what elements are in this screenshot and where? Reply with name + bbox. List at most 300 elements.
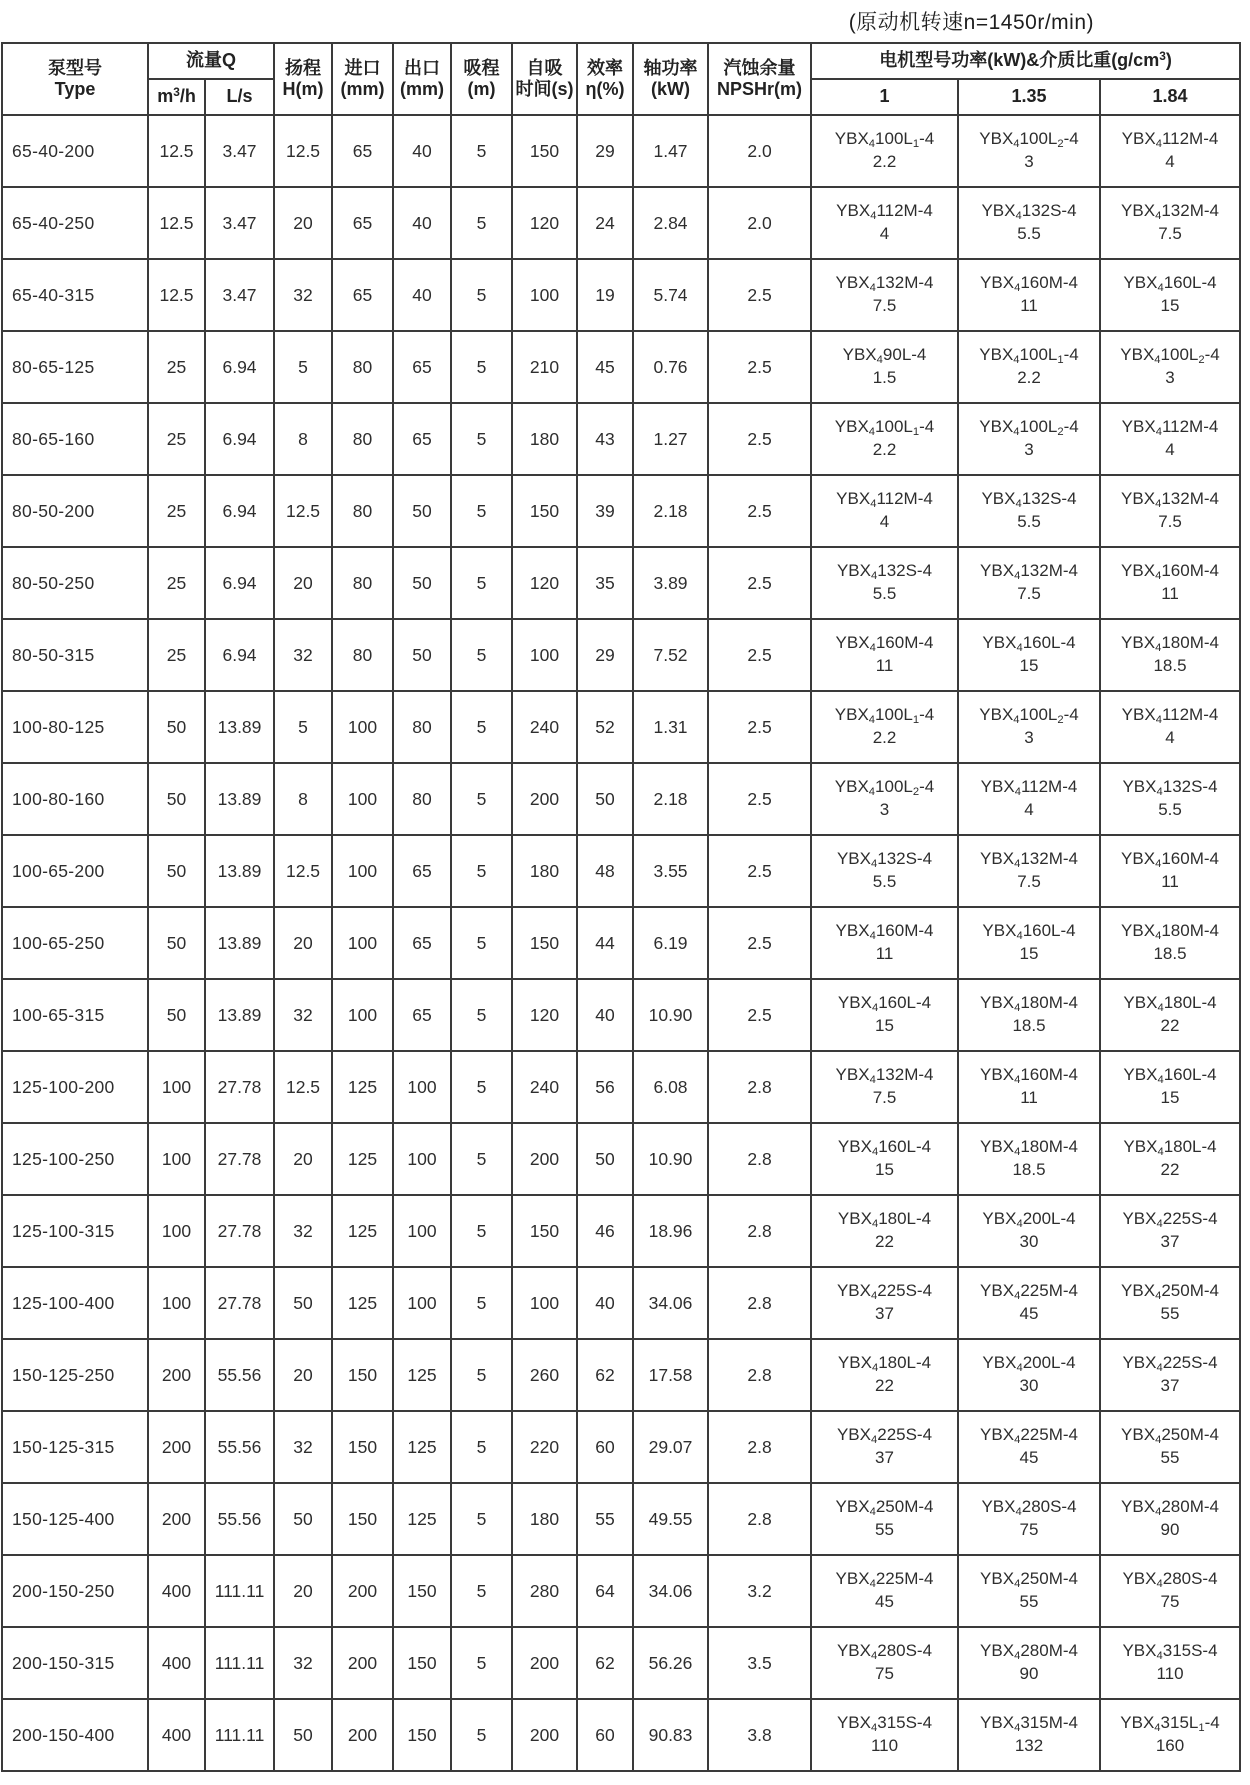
inlet-cell: 200 bbox=[332, 1627, 393, 1699]
self-priming-time-cell: 100 bbox=[512, 259, 577, 331]
flow-m3h-cell: 400 bbox=[148, 1627, 205, 1699]
outlet-cell: 100 bbox=[393, 1267, 451, 1339]
col-pump-type-zh: 泵型号 bbox=[48, 57, 102, 78]
motor-model-cell: $YBX_4132M-4$ 7.5 bbox=[1100, 187, 1240, 259]
pump-type-cell: 125-100-200 bbox=[2, 1051, 148, 1123]
suction-cell: 5 bbox=[451, 1195, 512, 1267]
outlet-cell: 65 bbox=[393, 835, 451, 907]
npshr-cell: 2.0 bbox=[708, 115, 811, 187]
inlet-cell: 125 bbox=[332, 1123, 393, 1195]
self-priming-time-cell: 260 bbox=[512, 1339, 577, 1411]
col-efficiency bbox=[577, 43, 633, 115]
pump-type-cell: 80-65-125 bbox=[2, 331, 148, 403]
col-inlet bbox=[332, 43, 393, 115]
col-self-priming-time bbox=[512, 43, 577, 115]
motor-model-cell: $YBX_4112M-4$ 4 bbox=[811, 475, 958, 547]
flow-ls-cell: 55.56 bbox=[205, 1411, 274, 1483]
head-cell: 50 bbox=[274, 1699, 332, 1771]
table-row bbox=[2, 1051, 1240, 1123]
outlet-cell: 65 bbox=[393, 907, 451, 979]
flow-m3h-cell: 100 bbox=[148, 1051, 205, 1123]
head-cell: 20 bbox=[274, 547, 332, 619]
motor-model-cell: $YBX_4112M-4$ 4 bbox=[1100, 691, 1240, 763]
shaft-power-cell: 6.19 bbox=[633, 907, 708, 979]
head-cell: 12.5 bbox=[274, 1051, 332, 1123]
inlet-cell: 80 bbox=[332, 619, 393, 691]
motor-model-cell: $YBX_4132S-4$ 5.5 bbox=[958, 187, 1100, 259]
motor-model-cell: $YBX_4315L_1-4$ 160 bbox=[1100, 1699, 1240, 1771]
motor-model-cell: $YBX_4280S-4$ 75 bbox=[958, 1483, 1100, 1555]
table-row bbox=[2, 1123, 1240, 1195]
suction-cell: 5 bbox=[451, 619, 512, 691]
self-priming-time-cell: 240 bbox=[512, 691, 577, 763]
inlet-cell: 100 bbox=[332, 835, 393, 907]
suction-cell: 5 bbox=[451, 691, 512, 763]
flow-ls-cell: 111.11 bbox=[205, 1627, 274, 1699]
motor-model-cell: $YBX_4100L_2-4$ 3 bbox=[958, 115, 1100, 187]
shaft-power-cell: 18.96 bbox=[633, 1195, 708, 1267]
motor-model-cell: $YBX_4180M-4$ 18.5 bbox=[1100, 907, 1240, 979]
efficiency-cell: 60 bbox=[577, 1699, 633, 1771]
col-self-priming-unit: 时间(s) bbox=[515, 79, 574, 99]
outlet-cell: 150 bbox=[393, 1699, 451, 1771]
col-efficiency-zh: 效率 bbox=[587, 57, 624, 78]
self-priming-time-cell: 210 bbox=[512, 331, 577, 403]
col-outlet-zh: 出口 bbox=[404, 57, 441, 78]
npshr-cell: 2.5 bbox=[708, 403, 811, 475]
motor-model-cell: $YBX_4132S-4$ 5.5 bbox=[1100, 763, 1240, 835]
head-cell: 5 bbox=[274, 331, 332, 403]
self-priming-time-cell: 180 bbox=[512, 1483, 577, 1555]
efficiency-cell: 62 bbox=[577, 1339, 633, 1411]
efficiency-cell: 56 bbox=[577, 1051, 633, 1123]
motor-model-cell: $YBX_4250M-4$ 55 bbox=[1100, 1411, 1240, 1483]
inlet-cell: 80 bbox=[332, 547, 393, 619]
motor-model-cell: $YBX_4132S-4$ 5.5 bbox=[811, 835, 958, 907]
col-npshr bbox=[708, 43, 811, 115]
suction-cell: 5 bbox=[451, 979, 512, 1051]
flow-ls-cell: 27.78 bbox=[205, 1051, 274, 1123]
self-priming-time-cell: 180 bbox=[512, 835, 577, 907]
pump-type-cell: 80-65-160 bbox=[2, 403, 148, 475]
flow-m3h-cell: 200 bbox=[148, 1339, 205, 1411]
flow-ls-cell: 6.94 bbox=[205, 475, 274, 547]
pump-type-cell: 200-150-315 bbox=[2, 1627, 148, 1699]
flow-ls-cell: 111.11 bbox=[205, 1555, 274, 1627]
col-flow: 流量Q bbox=[148, 43, 274, 79]
motor-model-cell: $YBX_4250M-4$ 55 bbox=[811, 1483, 958, 1555]
table-row bbox=[2, 1555, 1240, 1627]
npshr-cell: 2.5 bbox=[708, 691, 811, 763]
self-priming-time-cell: 200 bbox=[512, 1123, 577, 1195]
suction-cell: 5 bbox=[451, 1699, 512, 1771]
table-row bbox=[2, 763, 1240, 835]
efficiency-cell: 19 bbox=[577, 259, 633, 331]
table-row bbox=[2, 1267, 1240, 1339]
table-row bbox=[2, 187, 1240, 259]
table-row bbox=[2, 979, 1240, 1051]
efficiency-cell: 64 bbox=[577, 1555, 633, 1627]
motor-model-cell: $YBX_4132M-4$ 7.5 bbox=[1100, 475, 1240, 547]
suction-cell: 5 bbox=[451, 763, 512, 835]
motor-model-cell: $YBX_4112M-4$ 4 bbox=[958, 763, 1100, 835]
outlet-cell: 50 bbox=[393, 619, 451, 691]
self-priming-time-cell: 220 bbox=[512, 1411, 577, 1483]
col-flow-m3h: $m^3/h$ bbox=[148, 79, 205, 115]
suction-cell: 5 bbox=[451, 1051, 512, 1123]
shaft-power-cell: 49.55 bbox=[633, 1483, 708, 1555]
motor-model-cell: $YBX_4225S-4$ 37 bbox=[811, 1267, 958, 1339]
motor-model-cell: $YBX_4112M-4$ 4 bbox=[1100, 115, 1240, 187]
inlet-cell: 100 bbox=[332, 763, 393, 835]
table-row bbox=[2, 1627, 1240, 1699]
npshr-cell: 2.8 bbox=[708, 1051, 811, 1123]
flow-ls-cell: 13.89 bbox=[205, 979, 274, 1051]
inlet-cell: 80 bbox=[332, 475, 393, 547]
flow-ls-cell: 27.78 bbox=[205, 1267, 274, 1339]
self-priming-time-cell: 150 bbox=[512, 907, 577, 979]
motor-model-cell: $YBX_4160M-4$ 11 bbox=[958, 1051, 1100, 1123]
flow-m3h-cell: 200 bbox=[148, 1411, 205, 1483]
npshr-cell: 2.5 bbox=[708, 259, 811, 331]
efficiency-cell: 40 bbox=[577, 979, 633, 1051]
motor-model-cell: $YBX_4180L-4$ 22 bbox=[811, 1195, 958, 1267]
self-priming-time-cell: 120 bbox=[512, 187, 577, 259]
suction-cell: 5 bbox=[451, 115, 512, 187]
outlet-cell: 150 bbox=[393, 1555, 451, 1627]
efficiency-cell: 60 bbox=[577, 1411, 633, 1483]
shaft-power-cell: 3.89 bbox=[633, 547, 708, 619]
motor-model-cell: $YBX_4100L_1-4$ 2.2 bbox=[958, 331, 1100, 403]
flow-ls-cell: 3.47 bbox=[205, 187, 274, 259]
flow-m3h-cell: 50 bbox=[148, 763, 205, 835]
col-inlet-zh: 进口 bbox=[344, 57, 381, 78]
table-row bbox=[2, 1699, 1240, 1771]
col-density-1-35: 1.35 bbox=[958, 79, 1100, 115]
npshr-cell: 2.8 bbox=[708, 1267, 811, 1339]
suction-cell: 5 bbox=[451, 187, 512, 259]
flow-m3h-cell: 25 bbox=[148, 403, 205, 475]
flow-ls-cell: 13.89 bbox=[205, 835, 274, 907]
npshr-cell: 2.0 bbox=[708, 187, 811, 259]
inlet-cell: 80 bbox=[332, 331, 393, 403]
motor-model-cell: $YBX_4280M-4$ 90 bbox=[958, 1627, 1100, 1699]
motor-model-cell: $YBX_4180L-4$ 22 bbox=[811, 1339, 958, 1411]
head-cell: 32 bbox=[274, 619, 332, 691]
inlet-cell: 100 bbox=[332, 907, 393, 979]
col-suction bbox=[451, 43, 512, 115]
motor-model-cell: $YBX_4160L-4$ 15 bbox=[1100, 259, 1240, 331]
table-body bbox=[2, 115, 1240, 1771]
pump-type-cell: 125-100-400 bbox=[2, 1267, 148, 1339]
flow-m3h-cell: 12.5 bbox=[148, 115, 205, 187]
head-cell: 32 bbox=[274, 1195, 332, 1267]
col-outlet bbox=[393, 43, 451, 115]
flow-m3h-cell: 50 bbox=[148, 979, 205, 1051]
col-pump-type-en: Type bbox=[54, 79, 96, 99]
motor-model-cell: $YBX_4160L-4$ 15 bbox=[958, 619, 1100, 691]
flow-ls-cell: 6.94 bbox=[205, 403, 274, 475]
motor-model-cell: $YBX_4225S-4$ 37 bbox=[1100, 1339, 1240, 1411]
flow-m3h-cell: 25 bbox=[148, 619, 205, 691]
suction-cell: 5 bbox=[451, 1627, 512, 1699]
col-density-1-84: 1.84 bbox=[1100, 79, 1240, 115]
table-row bbox=[2, 1195, 1240, 1267]
flow-m3h-cell: 100 bbox=[148, 1267, 205, 1339]
efficiency-cell: 52 bbox=[577, 691, 633, 763]
motor-model-cell: $YBX_4225M-4$ 45 bbox=[958, 1411, 1100, 1483]
col-flow-ls: L/s bbox=[205, 79, 274, 115]
suction-cell: 5 bbox=[451, 907, 512, 979]
flow-ls-cell: 6.94 bbox=[205, 547, 274, 619]
outlet-cell: 100 bbox=[393, 1123, 451, 1195]
table-row bbox=[2, 691, 1240, 763]
flow-ls-cell: 6.94 bbox=[205, 331, 274, 403]
outlet-cell: 125 bbox=[393, 1339, 451, 1411]
motor-model-cell: $YBX_4100L_2-4$ 3 bbox=[958, 691, 1100, 763]
flow-ls-cell: 55.56 bbox=[205, 1483, 274, 1555]
npshr-cell: 3.2 bbox=[708, 1555, 811, 1627]
motor-model-cell: $YBX_4160M-4$ 11 bbox=[1100, 547, 1240, 619]
head-cell: 20 bbox=[274, 187, 332, 259]
npshr-cell: 2.8 bbox=[708, 1411, 811, 1483]
motor-model-cell: $YBX_4132M-4$ 7.5 bbox=[958, 547, 1100, 619]
npshr-cell: 2.5 bbox=[708, 763, 811, 835]
col-self-priming-zh: 自吸 bbox=[526, 57, 563, 78]
motor-model-cell: $YBX_4315S-4$ 110 bbox=[811, 1699, 958, 1771]
flow-m3h-cell: 200 bbox=[148, 1483, 205, 1555]
col-shaft-power bbox=[633, 43, 708, 115]
pump-type-cell: 150-125-315 bbox=[2, 1411, 148, 1483]
flow-m3h-cell: 400 bbox=[148, 1555, 205, 1627]
self-priming-time-cell: 180 bbox=[512, 403, 577, 475]
pump-spec-table bbox=[1, 42, 1241, 1772]
flow-ls-cell: 3.47 bbox=[205, 259, 274, 331]
shaft-power-cell: 90.83 bbox=[633, 1699, 708, 1771]
motor-model-cell: $YBX_4100L_2-4$ 3 bbox=[958, 403, 1100, 475]
npshr-cell: 2.8 bbox=[708, 1339, 811, 1411]
motor-model-cell: $YBX_4100L_2-4$ 3 bbox=[811, 763, 958, 835]
head-cell: 12.5 bbox=[274, 115, 332, 187]
motor-model-cell: $YBX_4225M-4$ 45 bbox=[811, 1555, 958, 1627]
inlet-cell: 150 bbox=[332, 1339, 393, 1411]
shaft-power-cell: 1.47 bbox=[633, 115, 708, 187]
outlet-cell: 100 bbox=[393, 1051, 451, 1123]
npshr-cell: 2.8 bbox=[708, 1195, 811, 1267]
flow-ls-cell: 55.56 bbox=[205, 1339, 274, 1411]
inlet-cell: 150 bbox=[332, 1483, 393, 1555]
flow-m3h-cell: 100 bbox=[148, 1123, 205, 1195]
flow-m3h-cell: 12.5 bbox=[148, 187, 205, 259]
self-priming-time-cell: 280 bbox=[512, 1555, 577, 1627]
flow-m3h-cell: 400 bbox=[148, 1699, 205, 1771]
head-cell: 32 bbox=[274, 979, 332, 1051]
pump-type-cell: 100-80-160 bbox=[2, 763, 148, 835]
motor-model-cell: $YBX_4280S-4$ 75 bbox=[811, 1627, 958, 1699]
table-row bbox=[2, 475, 1240, 547]
self-priming-time-cell: 120 bbox=[512, 979, 577, 1051]
efficiency-cell: 35 bbox=[577, 547, 633, 619]
shaft-power-cell: 7.52 bbox=[633, 619, 708, 691]
motor-model-cell: $YBX_4160L-4$ 15 bbox=[1100, 1051, 1240, 1123]
head-cell: 32 bbox=[274, 259, 332, 331]
outlet-cell: 50 bbox=[393, 475, 451, 547]
shaft-power-cell: 2.18 bbox=[633, 763, 708, 835]
outlet-cell: 40 bbox=[393, 115, 451, 187]
efficiency-cell: 62 bbox=[577, 1627, 633, 1699]
self-priming-time-cell: 240 bbox=[512, 1051, 577, 1123]
shaft-power-cell: 34.06 bbox=[633, 1555, 708, 1627]
col-shaft-power-zh: 轴功率 bbox=[643, 57, 698, 78]
shaft-power-cell: 17.58 bbox=[633, 1339, 708, 1411]
head-cell: 32 bbox=[274, 1411, 332, 1483]
motor-model-cell: $YBX_4315S-4$ 110 bbox=[1100, 1627, 1240, 1699]
pump-type-cell: 200-150-250 bbox=[2, 1555, 148, 1627]
inlet-cell: 200 bbox=[332, 1699, 393, 1771]
efficiency-cell: 55 bbox=[577, 1483, 633, 1555]
table-row bbox=[2, 1339, 1240, 1411]
pump-type-cell: 80-50-315 bbox=[2, 619, 148, 691]
efficiency-cell: 46 bbox=[577, 1195, 633, 1267]
flow-m3h-cell: 50 bbox=[148, 907, 205, 979]
outlet-cell: 40 bbox=[393, 187, 451, 259]
motor-model-cell: $YBX_4160L-4$ 15 bbox=[811, 1123, 958, 1195]
flow-ls-cell: 13.89 bbox=[205, 907, 274, 979]
motor-model-cell: $YBX_4200L-4$ 30 bbox=[958, 1339, 1100, 1411]
flow-ls-cell: 3.47 bbox=[205, 115, 274, 187]
table-row bbox=[2, 403, 1240, 475]
head-cell: 12.5 bbox=[274, 475, 332, 547]
npshr-cell: 3.5 bbox=[708, 1627, 811, 1699]
motor-model-cell: $YBX_4280M-4$ 90 bbox=[1100, 1483, 1240, 1555]
efficiency-cell: 44 bbox=[577, 907, 633, 979]
shaft-power-cell: 6.08 bbox=[633, 1051, 708, 1123]
self-priming-time-cell: 150 bbox=[512, 1195, 577, 1267]
flow-m3h-cell: 100 bbox=[148, 1195, 205, 1267]
motor-model-cell: $YBX_4180M-4$ 18.5 bbox=[1100, 619, 1240, 691]
npshr-cell: 2.5 bbox=[708, 619, 811, 691]
head-cell: 5 bbox=[274, 691, 332, 763]
motor-model-cell: $YBX_4100L_1-4$ 2.2 bbox=[811, 403, 958, 475]
shaft-power-cell: 34.06 bbox=[633, 1267, 708, 1339]
flow-m3h-cell: 25 bbox=[148, 547, 205, 619]
table-row bbox=[2, 835, 1240, 907]
flow-m3h-cell: 50 bbox=[148, 835, 205, 907]
suction-cell: 5 bbox=[451, 331, 512, 403]
head-cell: 20 bbox=[274, 907, 332, 979]
inlet-cell: 80 bbox=[332, 403, 393, 475]
pump-type-cell: 150-125-400 bbox=[2, 1483, 148, 1555]
table-row bbox=[2, 331, 1240, 403]
head-cell: 12.5 bbox=[274, 835, 332, 907]
motor-model-cell: $YBX_4250M-4$ 55 bbox=[1100, 1267, 1240, 1339]
suction-cell: 5 bbox=[451, 403, 512, 475]
outlet-cell: 65 bbox=[393, 979, 451, 1051]
motor-model-cell: $YBX_4160M-4$ 11 bbox=[811, 619, 958, 691]
col-efficiency-unit: η(%) bbox=[585, 79, 625, 99]
col-head-zh: 扬程 bbox=[285, 57, 322, 78]
table-header bbox=[2, 43, 1240, 115]
col-density-1: 1 bbox=[811, 79, 958, 115]
flow-ls-cell: 13.89 bbox=[205, 763, 274, 835]
pump-type-cell: 200-150-400 bbox=[2, 1699, 148, 1771]
efficiency-cell: 45 bbox=[577, 331, 633, 403]
self-priming-time-cell: 200 bbox=[512, 763, 577, 835]
motor-model-cell: $YBX_4112M-4$ 4 bbox=[811, 187, 958, 259]
motor-model-cell: $YBX_4180L-4$ 22 bbox=[1100, 1123, 1240, 1195]
efficiency-cell: 48 bbox=[577, 835, 633, 907]
shaft-power-cell: 3.55 bbox=[633, 835, 708, 907]
head-cell: 20 bbox=[274, 1339, 332, 1411]
outlet-cell: 125 bbox=[393, 1411, 451, 1483]
outlet-cell: 150 bbox=[393, 1627, 451, 1699]
col-outlet-unit: (mm) bbox=[400, 79, 445, 99]
col-npshr-zh: 汽蚀余量 bbox=[723, 57, 796, 78]
head-cell: 20 bbox=[274, 1123, 332, 1195]
pump-type-cell: 100-65-200 bbox=[2, 835, 148, 907]
inlet-cell: 125 bbox=[332, 1195, 393, 1267]
self-priming-time-cell: 200 bbox=[512, 1627, 577, 1699]
motor-model-cell: $YBX_4100L_2-4$ 3 bbox=[1100, 331, 1240, 403]
outlet-cell: 50 bbox=[393, 547, 451, 619]
table-row bbox=[2, 619, 1240, 691]
inlet-cell: 65 bbox=[332, 187, 393, 259]
motor-model-cell: $YBX_4225M-4$ 45 bbox=[958, 1267, 1100, 1339]
npshr-cell: 2.5 bbox=[708, 979, 811, 1051]
table-row bbox=[2, 1483, 1240, 1555]
outlet-cell: 100 bbox=[393, 1195, 451, 1267]
motor-model-cell: $YBX_4200L-4$ 30 bbox=[958, 1195, 1100, 1267]
head-cell: 32 bbox=[274, 1627, 332, 1699]
suction-cell: 5 bbox=[451, 1267, 512, 1339]
efficiency-cell: 50 bbox=[577, 763, 633, 835]
suction-cell: 5 bbox=[451, 1555, 512, 1627]
motor-model-cell: $YBX_4160L-4$ 15 bbox=[958, 907, 1100, 979]
col-pump-type bbox=[2, 43, 148, 115]
motor-model-cell: $YBX_4225S-4$ 37 bbox=[1100, 1195, 1240, 1267]
head-cell: 8 bbox=[274, 763, 332, 835]
table-row bbox=[2, 115, 1240, 187]
inlet-cell: 200 bbox=[332, 1555, 393, 1627]
motor-model-cell: $YBX_490L-4$ 1.5 bbox=[811, 331, 958, 403]
flow-ls-cell: 111.11 bbox=[205, 1699, 274, 1771]
col-head bbox=[274, 43, 332, 115]
col-head-unit: H(m) bbox=[282, 79, 324, 99]
shaft-power-cell: 1.27 bbox=[633, 403, 708, 475]
motor-model-cell: $YBX_4160M-4$ 11 bbox=[1100, 835, 1240, 907]
outlet-cell: 40 bbox=[393, 259, 451, 331]
npshr-cell: 2.5 bbox=[708, 331, 811, 403]
inlet-cell: 150 bbox=[332, 1411, 393, 1483]
inlet-cell: 65 bbox=[332, 259, 393, 331]
motor-model-cell: $YBX_4225S-4$ 37 bbox=[811, 1411, 958, 1483]
col-inlet-unit: (mm) bbox=[340, 79, 385, 99]
flow-m3h-cell: 50 bbox=[148, 691, 205, 763]
shaft-power-cell: 29.07 bbox=[633, 1411, 708, 1483]
head-cell: 20 bbox=[274, 1555, 332, 1627]
motor-model-cell: $YBX_4280S-4$ 75 bbox=[1100, 1555, 1240, 1627]
motor-speed-note: (原动机转速n=1450r/min) bbox=[848, 11, 1094, 34]
motor-model-cell: $YBX_4160M-4$ 11 bbox=[958, 259, 1100, 331]
efficiency-cell: 40 bbox=[577, 1267, 633, 1339]
inlet-cell: 100 bbox=[332, 979, 393, 1051]
pump-type-cell: 125-100-315 bbox=[2, 1195, 148, 1267]
self-priming-time-cell: 200 bbox=[512, 1699, 577, 1771]
self-priming-time-cell: 100 bbox=[512, 1267, 577, 1339]
col-suction-zh: 吸程 bbox=[463, 57, 500, 78]
inlet-cell: 100 bbox=[332, 691, 393, 763]
shaft-power-cell: 2.18 bbox=[633, 475, 708, 547]
